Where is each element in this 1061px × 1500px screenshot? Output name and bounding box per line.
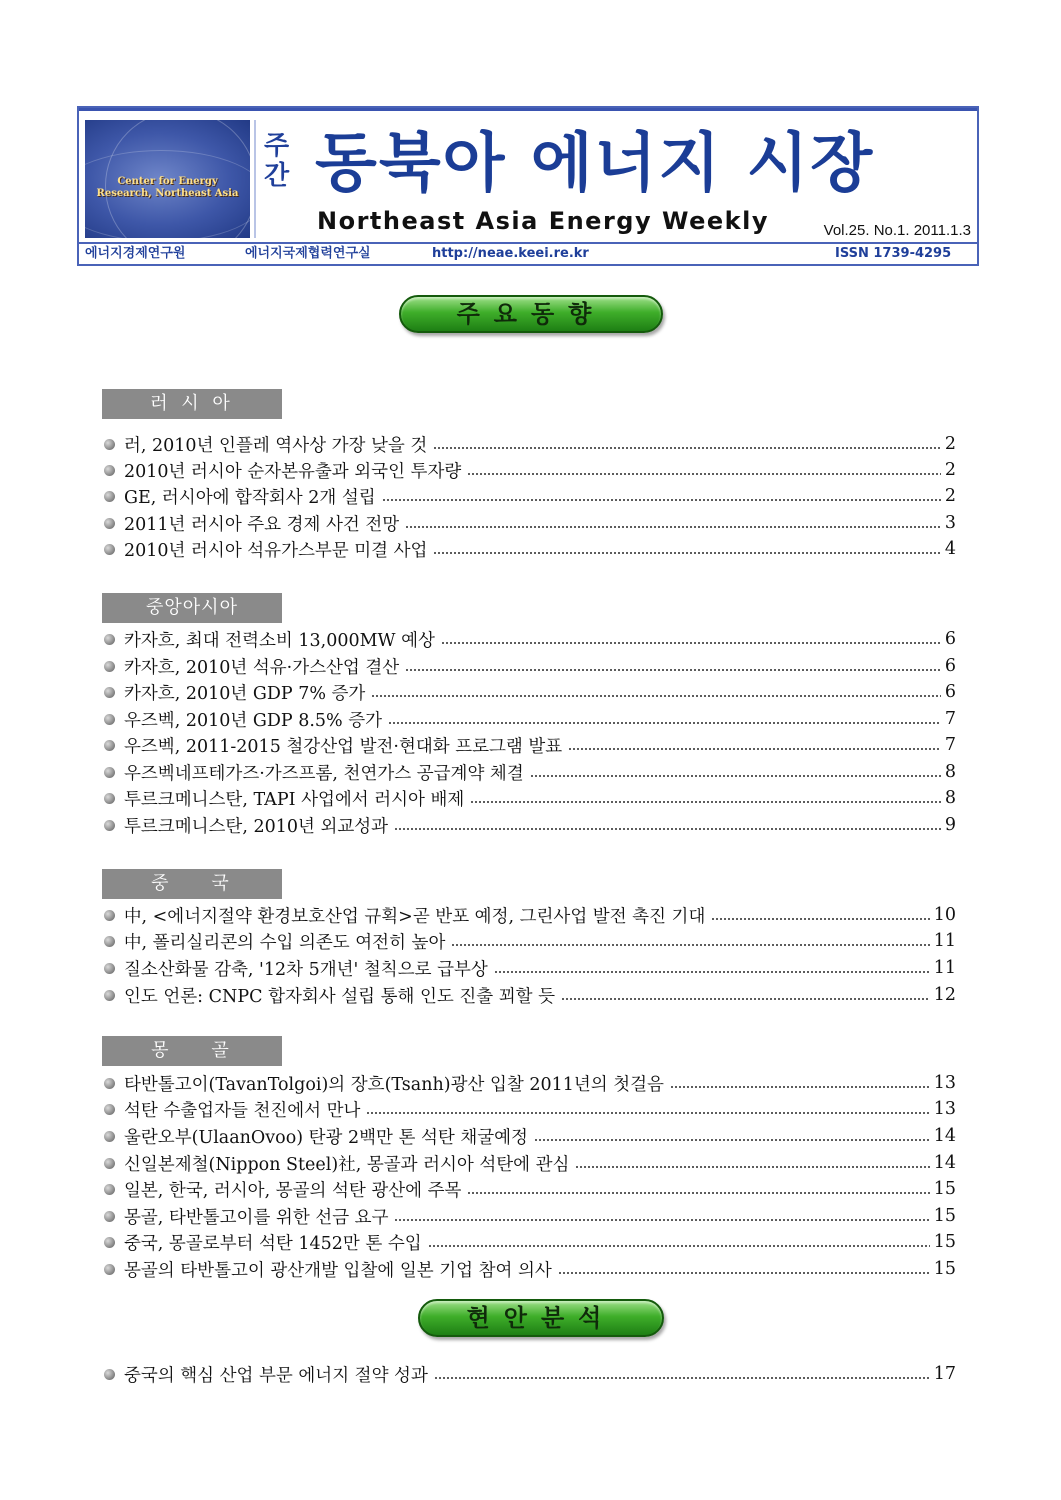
dot-leader xyxy=(371,694,941,698)
category-central-asia: 중앙아시아 xyxy=(102,593,282,623)
toc-entry-page: 8 xyxy=(944,788,956,808)
bullet-icon xyxy=(104,518,115,529)
toc-entry-page: 6 xyxy=(944,656,956,676)
toc-entry-title: 2010년 러시아 순자본유출과 외국인 투자량 xyxy=(124,461,462,482)
toc-entry-page: 12 xyxy=(933,985,956,1005)
bullet-icon xyxy=(104,544,115,555)
toc-entry-title: 투르크메니스탄, 2010년 외교성과 xyxy=(124,816,389,837)
bullet-icon xyxy=(104,634,115,645)
toc-entry-page: 7 xyxy=(944,735,956,755)
dot-leader xyxy=(441,641,941,645)
toc-entry-page: 4 xyxy=(944,539,956,559)
toc-entry-page: 11 xyxy=(933,931,956,951)
toc-entry-page: 14 xyxy=(933,1126,956,1146)
bullet-icon xyxy=(104,1369,115,1380)
dot-leader xyxy=(433,446,941,450)
dot-leader xyxy=(405,525,941,529)
bullet-icon xyxy=(104,1078,115,1089)
bullet-icon xyxy=(104,465,115,476)
bullet-icon xyxy=(104,1184,115,1195)
toc-entry-title: 카자흐, 2010년 GDP 7% 증가 xyxy=(124,683,366,704)
toc-entry-page: 13 xyxy=(933,1099,956,1119)
bullet-icon xyxy=(104,740,115,751)
weekly-label-gan: 간 xyxy=(264,161,290,191)
dot-leader xyxy=(394,827,941,831)
toc-entry[interactable] xyxy=(104,928,956,954)
toc-entry-title: 몽골의 타반톨고이 광산개발 입찰에 일본 기업 참여 의사 xyxy=(124,1260,552,1281)
toc-entry-page: 2 xyxy=(944,434,956,454)
toc-entry[interactable] xyxy=(104,732,956,758)
toc-entry-page: 6 xyxy=(944,629,956,649)
toc-entry-title: 러, 2010년 인플레 역사상 가장 낮을 것 xyxy=(124,435,428,456)
org-name-1: 에너지경제연구원 xyxy=(85,246,186,261)
toc-entry-title: 일본, 한국, 러시아, 몽골의 석탄 광산에 주목 xyxy=(124,1180,462,1201)
bullet-icon xyxy=(104,793,115,804)
toc-entry-title: 우즈벡, 2010년 GDP 8.5% 증가 xyxy=(124,710,383,731)
bullet-icon xyxy=(104,439,115,450)
toc-entry-page: 15 xyxy=(933,1206,956,1226)
toc-entry[interactable] xyxy=(104,982,956,1008)
dot-leader xyxy=(670,1085,930,1089)
bullet-icon xyxy=(104,1131,115,1142)
toc-entry-page: 15 xyxy=(933,1179,956,1199)
dot-leader xyxy=(470,800,941,804)
toc-entry[interactable] xyxy=(104,955,956,981)
toc-entry-page: 2 xyxy=(944,460,956,480)
toc-entry-title: 카자흐, 2010년 석유·가스산업 결산 xyxy=(124,657,400,678)
toc-entry-title: 석탄 수출업자들 천진에서 만나 xyxy=(124,1100,361,1121)
toc-entry[interactable] xyxy=(104,1123,956,1149)
bullet-icon xyxy=(104,714,115,725)
dot-leader xyxy=(534,1138,930,1142)
publication-title: 동북아 에너지 시장 xyxy=(315,127,875,201)
masthead-divider xyxy=(254,120,256,238)
toc-entry-title: 카자흐, 최대 전력소비 13,000MW 예상 xyxy=(124,630,435,651)
toc-entry-title: 우즈벡, 2011-2015 철강산업 발전·현대화 프로그램 발표 xyxy=(124,736,563,757)
toc-entry-title: 투르크메니스탄, TAPI 사업에서 러시아 배제 xyxy=(124,789,465,810)
toc-entry-page: 11 xyxy=(933,958,956,978)
toc-entry-page: 2 xyxy=(944,486,956,506)
masthead xyxy=(77,106,979,266)
heading-issue-analysis: 현안분석 xyxy=(418,1299,664,1337)
toc-entry[interactable] xyxy=(104,431,956,457)
toc-entry-page: 17 xyxy=(933,1364,956,1384)
weekly-label-ju: 주 xyxy=(264,131,290,161)
category-china: 중 국 xyxy=(102,869,282,899)
category-russia: 러 시 아 xyxy=(102,389,282,419)
dot-leader xyxy=(451,943,929,947)
toc-entry[interactable] xyxy=(104,457,956,483)
bullet-icon xyxy=(104,1264,115,1275)
toc-entry[interactable] xyxy=(104,706,956,732)
bullet-icon xyxy=(104,963,115,974)
toc-entry-title: GE, 러시아에 합작회사 2개 설립 xyxy=(124,487,376,508)
toc-entry[interactable] xyxy=(104,1070,956,1096)
bullet-icon xyxy=(104,767,115,778)
toc-entry-page: 7 xyxy=(944,709,956,729)
toc-entry-page: 9 xyxy=(944,815,956,835)
org-name-2: 에너지국제협력연구실 xyxy=(245,246,371,261)
bullet-icon xyxy=(104,936,115,947)
bullet-icon xyxy=(104,990,115,1001)
toc-entry-page: 8 xyxy=(944,762,956,782)
toc-entry-page: 15 xyxy=(933,1232,956,1252)
dot-leader xyxy=(558,1271,930,1275)
bullet-icon xyxy=(104,491,115,502)
dot-leader xyxy=(575,1165,929,1169)
dot-leader xyxy=(405,668,941,672)
issn-number: ISSN 1739-4295 xyxy=(835,246,952,261)
bullet-icon xyxy=(104,1104,115,1115)
toc-entry[interactable] xyxy=(104,759,956,785)
dot-leader xyxy=(467,472,941,476)
toc-entry[interactable] xyxy=(104,1361,956,1387)
category-mongolia: 몽 골 xyxy=(102,1036,282,1066)
dot-leader xyxy=(388,721,941,725)
toc-entry[interactable] xyxy=(104,785,956,811)
toc-entry[interactable] xyxy=(104,626,956,652)
center-logo-image xyxy=(85,120,250,238)
bullet-icon xyxy=(104,1237,115,1248)
toc-entry[interactable] xyxy=(104,1096,956,1122)
toc-entry-page: 14 xyxy=(933,1153,956,1173)
toc-entry-title: 중국의 핵심 산업 부문 에너지 절약 성과 xyxy=(124,1365,428,1386)
dot-leader xyxy=(366,1111,929,1115)
toc-entry[interactable] xyxy=(104,510,956,536)
website-link[interactable]: http://neae.keei.re.kr xyxy=(432,246,589,261)
toc-entry[interactable] xyxy=(104,483,956,509)
toc-entry-title: 우즈벡네프테가즈·가즈프롬, 천연가스 공급계약 체결 xyxy=(124,763,524,784)
toc-entry-title: 중국, 몽골로부터 석탄 1452만 톤 수입 xyxy=(124,1233,422,1254)
dot-leader xyxy=(711,917,929,921)
toc-entry[interactable] xyxy=(104,536,956,562)
toc-entry[interactable] xyxy=(104,1203,956,1229)
toc-entry-title: 인도 언론: CNPC 합자회사 설립 통해 인도 진출 꾀할 듯 xyxy=(124,986,556,1007)
toc-entry-title: 질소산화물 감축, '12차 5개년' 철칙으로 급부상 xyxy=(124,959,488,980)
toc-entry-page: 6 xyxy=(944,682,956,702)
publication-subtitle: Northeast Asia Energy Weekly xyxy=(317,207,769,235)
toc-entry-title: 울란오부(UlaanOvoo) 탄광 2백만 톤 석탄 채굴예정 xyxy=(124,1127,528,1148)
volume-info: Vol.25. No.1. 2011.1.3 xyxy=(823,222,971,239)
toc-entry-title: 中, 폴리실리콘의 수입 의존도 여전히 높아 xyxy=(124,932,446,953)
toc-entry-page: 15 xyxy=(933,1259,956,1279)
bullet-icon xyxy=(104,1211,115,1222)
toc-entry-title: 2011년 러시아 주요 경제 사건 전망 xyxy=(124,514,400,535)
toc-entry-title: 타반톨고이(TavanTolgoi)의 장흐(Tsanh)광산 입찰 2011년의 첫걸음 xyxy=(124,1074,664,1095)
toc-entry[interactable] xyxy=(104,679,956,705)
toc-entry[interactable] xyxy=(104,1229,956,1255)
logo-text: Center for Energy Research, Northeast Asia xyxy=(96,176,239,199)
dot-leader xyxy=(568,747,941,751)
dot-leader xyxy=(428,1244,930,1248)
toc-entry-page: 13 xyxy=(933,1073,956,1093)
dot-leader xyxy=(494,970,930,974)
bullet-icon xyxy=(104,910,115,921)
toc-entry[interactable] xyxy=(104,1176,956,1202)
bullet-icon xyxy=(104,820,115,831)
dot-leader xyxy=(530,774,941,778)
dot-leader xyxy=(394,1218,929,1222)
dot-leader xyxy=(561,997,930,1001)
toc-entry[interactable] xyxy=(104,812,956,838)
dot-leader xyxy=(434,1376,930,1380)
bullet-icon xyxy=(104,1158,115,1169)
masthead-top-rule xyxy=(79,108,977,111)
toc-entry[interactable] xyxy=(104,902,956,928)
toc-entry[interactable] xyxy=(104,1150,956,1176)
bullet-icon xyxy=(104,687,115,698)
dot-leader xyxy=(382,498,941,502)
toc-entry-page: 3 xyxy=(944,513,956,533)
toc-entry-title: 몽골, 타반톨고이를 위한 선금 요구 xyxy=(124,1207,389,1228)
toc-entry-title: 中, <에너지절약 환경보호산업 규획>곧 반포 예정, 그린사업 발전 촉진 기대 xyxy=(124,906,706,927)
toc-entry[interactable] xyxy=(104,1256,956,1282)
toc-entry-title: 신일본제철(Nippon Steel)社, 몽골과 러시아 석탄에 관심 xyxy=(124,1154,570,1175)
toc-entry[interactable] xyxy=(104,653,956,679)
dot-leader xyxy=(467,1191,929,1195)
toc-entry-page: 10 xyxy=(933,905,956,925)
heading-main-trends: 주요동향 xyxy=(399,295,663,333)
bullet-icon xyxy=(104,661,115,672)
toc-entry-title: 2010년 러시아 석유가스부문 미결 사업 xyxy=(124,540,428,561)
masthead-info-bar xyxy=(79,242,977,264)
dot-leader xyxy=(433,551,940,555)
